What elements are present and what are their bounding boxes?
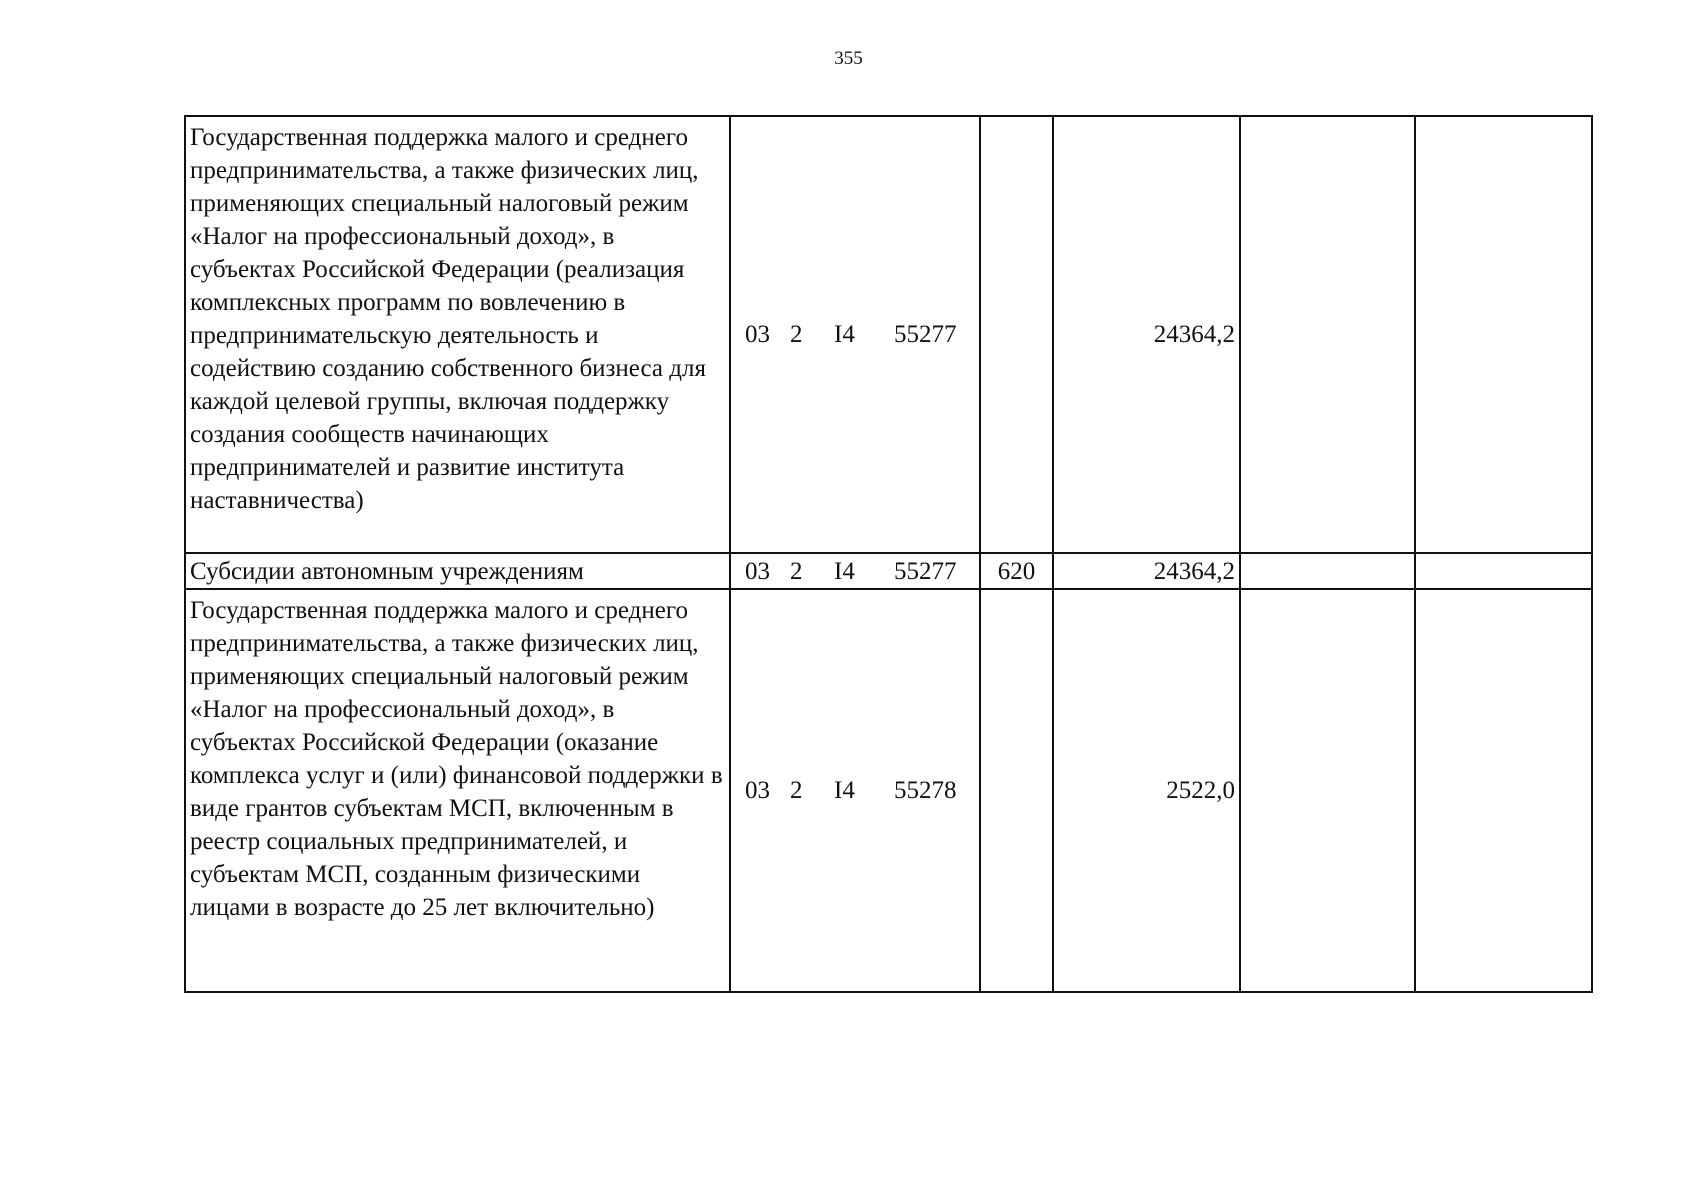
expense-type-code [980,589,1053,992]
row-description: Субсидии автономным учреждениям [185,553,730,589]
target-article-code [730,116,980,553]
row-description: Государственная поддержка малого и среднего предпринимательства, а также физических лиц, применяющих специальный налоговый режим «Налог на профессиональный доход», в субъектах Российской Федерации (реализация комплексных программ по вовлечению в предпринимательскую деятельность и содействию созданию собственного бизнеса для каждой целевой группы, включая поддержку создания сообществ начинающих предпринимателей и развитие института наставничества) [185,116,730,553]
program-code: 2 [790,557,803,585]
program-code: 2 [790,777,803,804]
subprogram-code: I4 [834,557,855,585]
table-row [185,553,1592,589]
section-code: 03 [745,777,770,804]
amount-cell: 24364,2 [1053,116,1240,553]
page-number: 355 [834,48,863,69]
amount-cell: 24364,2 [1053,553,1240,589]
subprogram-code: I4 [834,777,855,804]
budget-table [184,115,1593,993]
amount-cell: 2522,0 [1053,589,1240,992]
empty-cell [1415,589,1592,992]
target-article-code [730,553,980,589]
row-description: Государственная поддержка малого и среднего предпринимательства, а также физических лиц, применяющих специальный налоговый режим «Налог на профессиональный доход», в субъектах Российской Федерации (оказание комплекса услуг и (или) финансовой поддержки в виде грантов субъектам МСП, включенным в реестр социальных предпринимателей, и субъектам МСП, созданным физическими лицами в возрасте до 25 лет включительно) [185,589,730,992]
empty-cell [1240,589,1415,992]
direction-code: 55278 [894,777,957,804]
direction-code: 55277 [894,557,957,585]
table-row [185,589,1592,992]
direction-code: 55277 [894,321,957,348]
empty-cell [1240,553,1415,589]
subprogram-code: I4 [834,321,855,348]
section-code: 03 [745,557,770,585]
table-row [185,116,1592,553]
expense-type-code [980,116,1053,553]
section-code: 03 [745,321,770,348]
empty-cell [1415,553,1592,589]
program-code: 2 [790,321,803,348]
target-article-code [730,589,980,992]
empty-cell [1415,116,1592,553]
empty-cell [1240,116,1415,553]
expense-type-code: 620 [980,553,1053,589]
